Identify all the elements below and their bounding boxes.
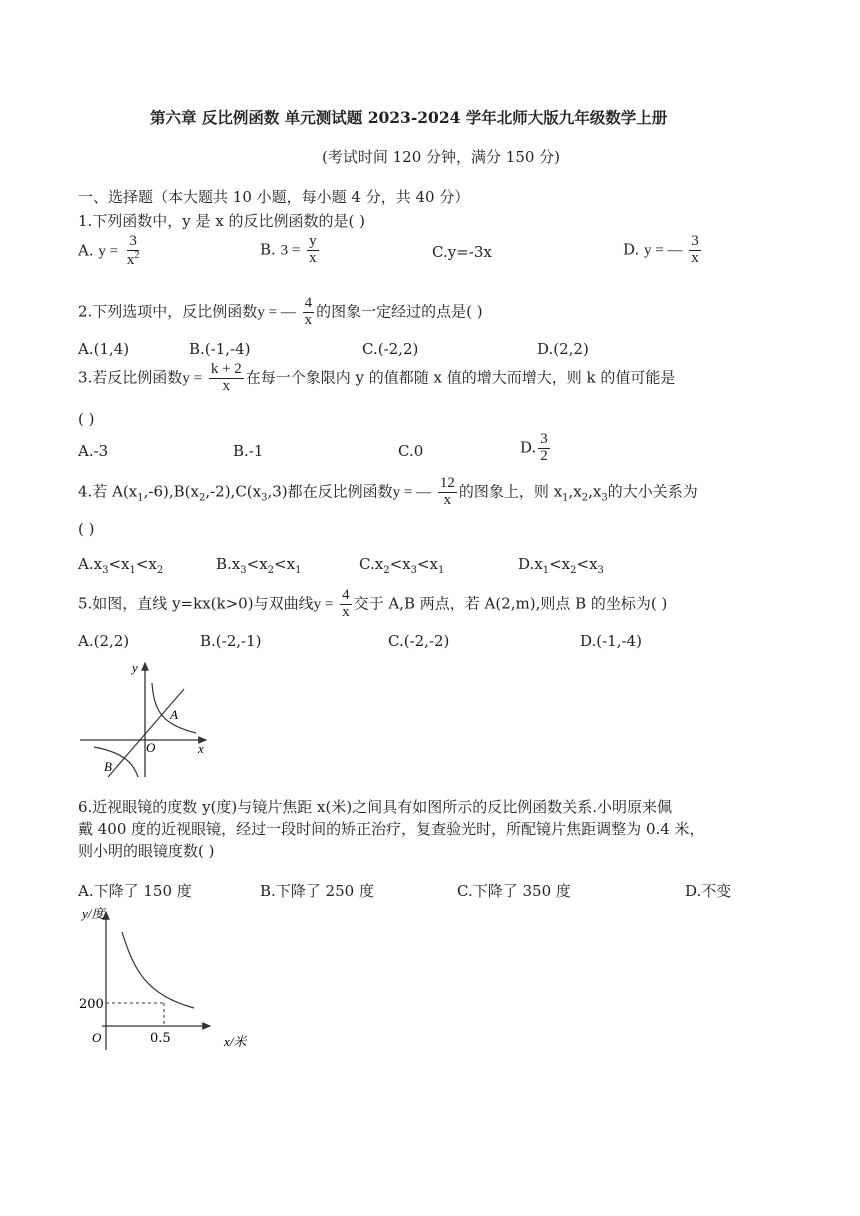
q6-option-b: B.下降了 250 度 — [260, 882, 374, 900]
origin-label: O — [92, 1030, 102, 1045]
point-a-label: A — [170, 707, 178, 722]
curve — [122, 932, 194, 1008]
q3-option-d: D. $\frac{3}{2}$ — [520, 431, 548, 464]
q5-option-a: A.(2,2) — [78, 632, 130, 650]
q4-option-a: $A.x_3<x_1<x_2$ — [78, 555, 164, 576]
q6-option-a: A.下降了 150 度 — [78, 882, 192, 900]
x-axis-label: x — [198, 741, 204, 756]
x-axis-label: x/米 — [224, 1034, 247, 1049]
q3-answer-bracket: ( ) — [78, 410, 95, 428]
question-5-stem: 5.如图，直线 y=kx(k>0)与双曲线y = $\frac{4}{x}$ 交于 A,B 两点，若 A(2,m),则点 B 的坐标为( ) — [78, 587, 668, 620]
y-axis-label: y/度 — [82, 906, 105, 921]
q2-option-d: D.(2,2) — [537, 340, 589, 358]
page-title: 第六章 反比例函数 单元测试题 2023-2024 学年北师大版九年级数学上册 — [150, 108, 668, 127]
q3-option-c: C.0 — [398, 442, 424, 460]
q4-answer-bracket: ( ) — [78, 520, 95, 538]
q5-option-d: D.(-1,-4) — [580, 632, 642, 650]
y-axis-label: y — [132, 660, 138, 675]
q6-figure — [76, 900, 256, 1055]
q5-option-c: C.(-2,-2) — [388, 632, 450, 650]
question-4-stem: 4.若 $A(x_1,-6),B(x_2,-2),C(x_3,3)$都在反比例函数y = — $\frac{12}{x}$ 的图象上，则 $x_1,x_2,x_3$的大小关系为 — [78, 475, 698, 508]
q1-option-d: D. y = — $\frac{3}{x}$ — [623, 233, 699, 266]
q6-option-c: C.下降了 350 度 — [457, 882, 571, 900]
question-6-line-3: 则小明的眼镜度数( ) — [78, 842, 215, 860]
section-heading: 一、选择题（本大题共 10 小题，每小题 4 分，共 40 分） — [78, 188, 470, 206]
exam-info: (考试时间 120 分钟，满分 150 分) — [322, 148, 561, 166]
question-3-stem: 3.若反比例函数y = $\frac{k + 2}{x}$ 在每一个象限内 y 的值都随 x 值的增大而增大，则 k 的值可能是 — [78, 361, 676, 394]
line-y-kx — [108, 689, 184, 777]
question-6-line-1: 6.近视眼镜的度数 y(度)与镜片焦距 x(米)之间具有如图所示的反比例函数关系.小明原来佩 — [78, 798, 672, 816]
point-b-label: B — [104, 759, 112, 774]
q4-option-d: $D.x_1<x_2<x_3$ — [518, 555, 604, 576]
q2-option-a: A.(1,4) — [78, 340, 130, 358]
q1-option-a: A. y = $\frac{3}{x^2}$ — [78, 233, 140, 268]
q2-option-b: B.(-1,-4) — [189, 340, 251, 358]
question-1-stem: 1.下列函数中，y 是 x 的反比例函数的是( ) — [78, 212, 366, 230]
q6-option-d: D.不变 — [685, 882, 732, 900]
x-tick-0-5: 0.5 — [150, 1031, 171, 1046]
q4-option-c: $C.x_2<x_3<x_1$ — [359, 555, 445, 576]
q1-option-c: C.y=-3x — [432, 243, 492, 261]
question-2-stem: 2.下列选项中，反比例函数y = — $\frac{4}{x}$ 的图象一定经过的点是( ) — [78, 295, 483, 328]
question-6-line-2: 戴 400 度的近视眼镜，经过一段时间的矫正治疗，复查验光时，所配镜片焦距调整为 0.4 米， — [78, 820, 705, 838]
hyperbola-branch-2 — [94, 747, 138, 777]
y-tick-200: 200 — [79, 997, 104, 1012]
q3-option-b: B.-1 — [233, 442, 264, 460]
origin-label: O — [146, 740, 156, 755]
q5-figure — [78, 655, 218, 780]
q2-option-c: C.(-2,2) — [362, 340, 419, 358]
q4-option-b: $B.x_3<x_2<x_1$ — [216, 555, 302, 576]
q5-option-b: B.(-2,-1) — [200, 632, 262, 650]
q3-option-a: A.-3 — [78, 442, 109, 460]
q1-option-b: B. 3 = $\frac{y}{x}$ — [260, 233, 317, 266]
